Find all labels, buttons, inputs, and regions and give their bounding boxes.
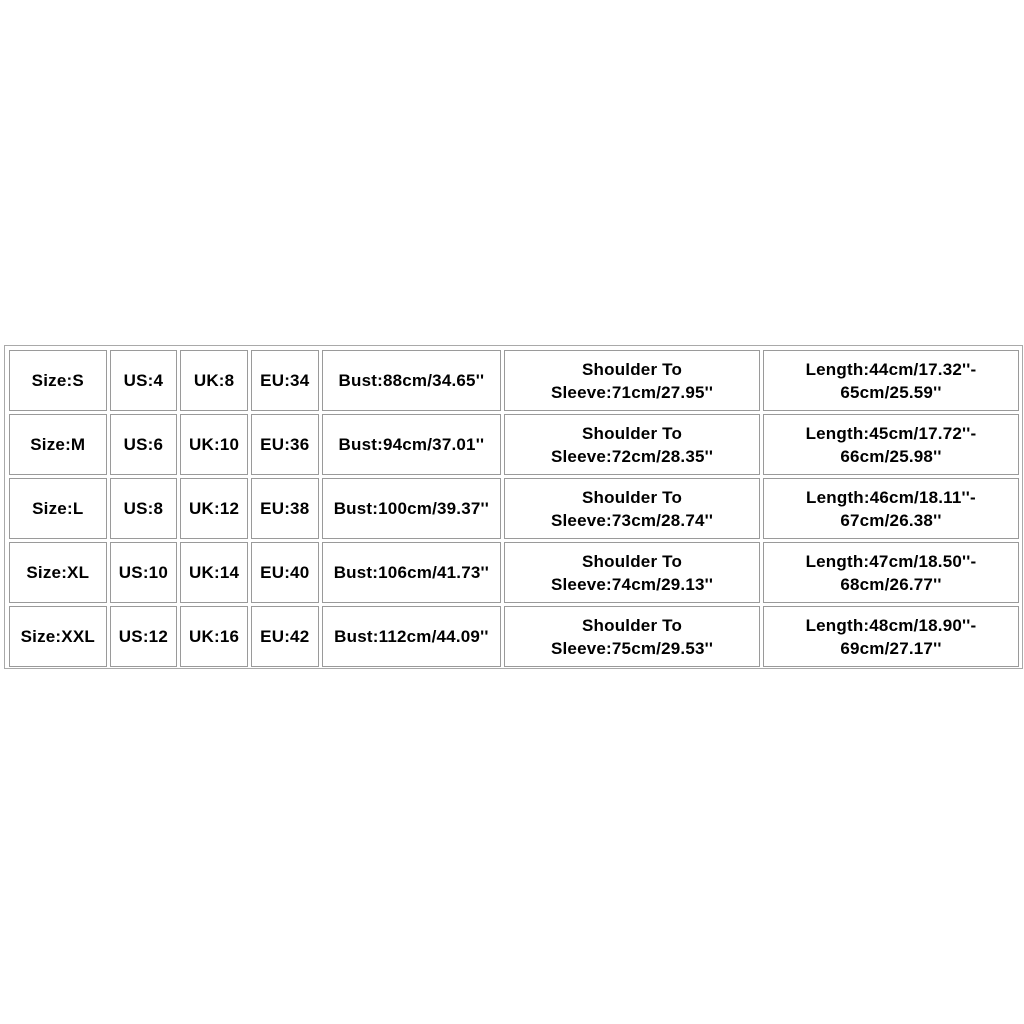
uk-size-cell: UK:12 (180, 478, 248, 539)
bust-cell: Bust:100cm/39.37'' (322, 478, 502, 539)
length-min: Length:44cm/17.32''- (805, 359, 977, 379)
sleeve-value: Sleeve:72cm/28.35'' (550, 446, 714, 466)
size-cell: Size:L (9, 478, 107, 539)
length-cell (763, 478, 1019, 539)
uk-size-cell: UK:8 (180, 350, 248, 411)
us-size-cell: US:10 (110, 542, 178, 603)
size-chart (4, 345, 1023, 669)
table-row (9, 478, 1019, 539)
table-row (9, 414, 1019, 475)
length-cell (763, 350, 1019, 411)
shoulder-label: Shoulder To (581, 359, 683, 379)
table-row (9, 350, 1019, 411)
shoulder-label: Shoulder To (581, 615, 683, 635)
eu-size-cell: EU:34 (251, 350, 319, 411)
shoulder-label: Shoulder To (581, 423, 683, 443)
us-size-cell: US:8 (110, 478, 178, 539)
length-max: 69cm/27.17'' (840, 638, 942, 658)
length-min: Length:48cm/18.90''- (805, 615, 977, 635)
length-min: Length:45cm/17.72''- (805, 423, 977, 443)
us-size-cell: US:12 (110, 606, 178, 667)
bust-cell: Bust:106cm/41.73'' (322, 542, 502, 603)
length-cell (763, 606, 1019, 667)
bust-cell: Bust:88cm/34.65'' (322, 350, 502, 411)
length-cell (763, 414, 1019, 475)
shoulder-label: Shoulder To (581, 551, 683, 571)
uk-size-cell: UK:16 (180, 606, 248, 667)
uk-size-cell: UK:10 (180, 414, 248, 475)
eu-size-cell: EU:40 (251, 542, 319, 603)
length-cell (763, 542, 1019, 603)
shoulder-to-sleeve-cell (504, 350, 760, 411)
size-cell: Size:XXL (9, 606, 107, 667)
shoulder-to-sleeve-cell (504, 606, 760, 667)
size-cell: Size:S (9, 350, 107, 411)
length-min: Length:46cm/18.11''- (806, 487, 976, 507)
size-cell: Size:XL (9, 542, 107, 603)
eu-size-cell: EU:42 (251, 606, 319, 667)
sleeve-value: Sleeve:74cm/29.13'' (550, 574, 714, 594)
length-min: Length:47cm/18.50''- (805, 551, 977, 571)
length-max: 67cm/26.38'' (840, 510, 942, 530)
bust-cell: Bust:112cm/44.09'' (322, 606, 502, 667)
us-size-cell: US:6 (110, 414, 178, 475)
length-max: 68cm/26.77'' (840, 574, 942, 594)
size-cell: Size:M (9, 414, 107, 475)
table-row (9, 542, 1019, 603)
shoulder-label: Shoulder To (581, 487, 683, 507)
eu-size-cell: EU:36 (251, 414, 319, 475)
uk-size-cell: UK:14 (180, 542, 248, 603)
table-row (9, 606, 1019, 667)
size-chart-table (6, 347, 1022, 670)
bust-cell: Bust:94cm/37.01'' (322, 414, 502, 475)
eu-size-cell: EU:38 (251, 478, 319, 539)
us-size-cell: US:4 (110, 350, 178, 411)
shoulder-to-sleeve-cell (504, 478, 760, 539)
shoulder-to-sleeve-cell (504, 542, 760, 603)
length-max: 66cm/25.98'' (840, 446, 942, 466)
length-max: 65cm/25.59'' (840, 382, 942, 402)
sleeve-value: Sleeve:73cm/28.74'' (550, 510, 714, 530)
shoulder-to-sleeve-cell (504, 414, 760, 475)
sleeve-value: Sleeve:71cm/27.95'' (550, 382, 714, 402)
sleeve-value: Sleeve:75cm/29.53'' (550, 638, 714, 658)
